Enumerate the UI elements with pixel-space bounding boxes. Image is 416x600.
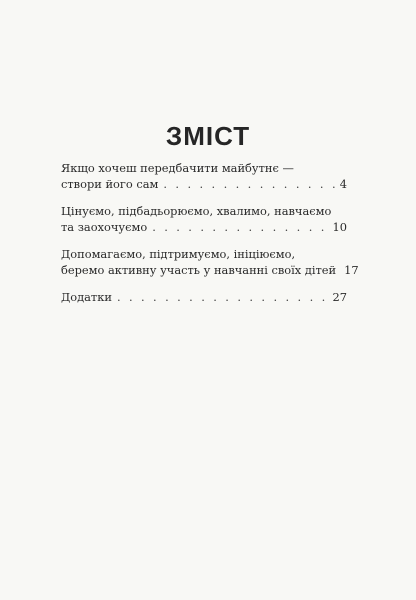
toc-entry bbox=[61, 246, 359, 278]
toc-entry-text: Якщо хочеш передбачити майбутнє — bbox=[61, 161, 294, 175]
table-of-contents bbox=[61, 160, 359, 305]
dot-leader bbox=[117, 289, 330, 305]
toc-entry-text: Цінуємо, підбадьорюємо, хвалимо, навчаємо bbox=[61, 204, 332, 218]
toc-page-number: 17 bbox=[344, 263, 359, 277]
dot-leader bbox=[152, 219, 329, 235]
toc-entry-text: Додатки bbox=[61, 290, 112, 304]
toc-page-number: 27 bbox=[332, 290, 347, 304]
toc-entry-last-line bbox=[61, 262, 359, 278]
toc-entry-last-line bbox=[61, 176, 347, 192]
toc-entry-text: створи його сам bbox=[61, 177, 159, 191]
toc-page-number: 4 bbox=[339, 177, 347, 191]
toc-entry-last-line bbox=[61, 219, 347, 235]
toc-entry-text: беремо активну участь у навчанні своїх дітей bbox=[61, 263, 337, 277]
toc-page-number: 10 bbox=[332, 220, 347, 234]
toc-entry bbox=[61, 160, 347, 192]
toc-entry bbox=[61, 203, 347, 235]
page-title: ЗМІСТ bbox=[165, 121, 251, 151]
dot-leader bbox=[163, 176, 336, 192]
toc-entry-last-line bbox=[61, 289, 347, 305]
toc-entry-text: та заохочуємо bbox=[61, 220, 148, 234]
toc-entry-text: Допомагаємо, підтримуємо, ініціюємо, bbox=[61, 247, 296, 261]
toc-entry bbox=[61, 289, 347, 305]
